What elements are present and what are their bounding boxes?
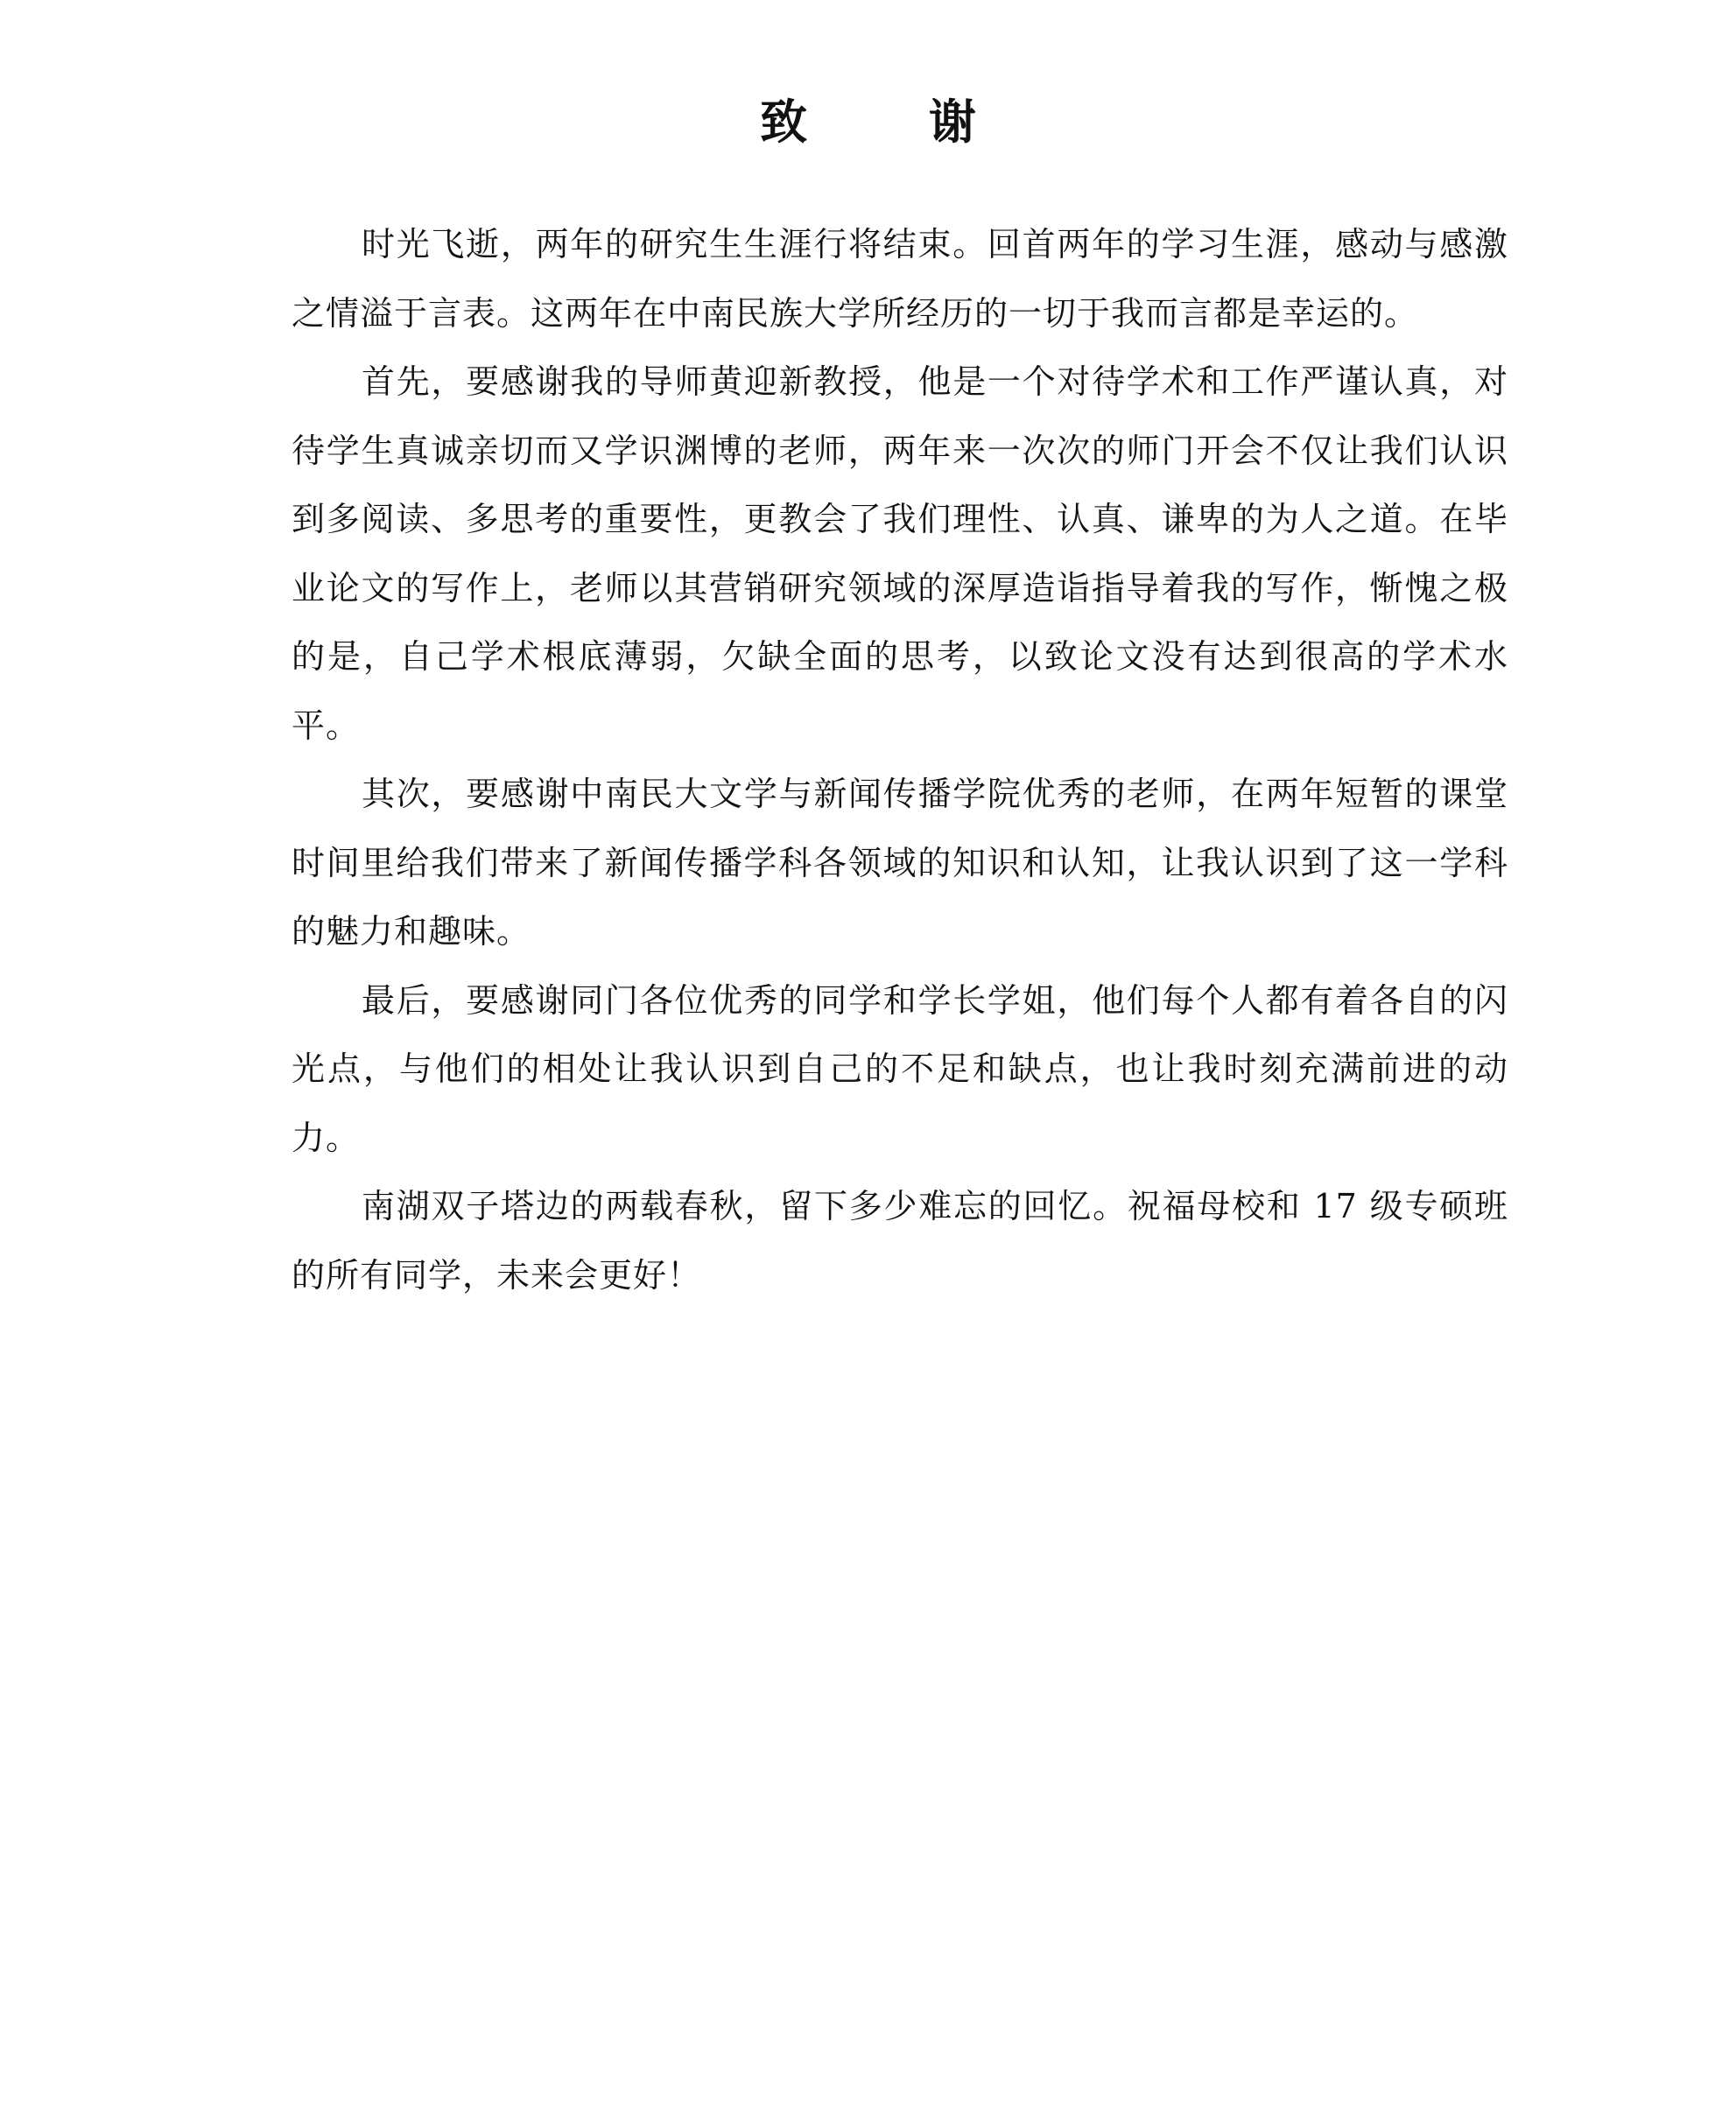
document-body [292,210,1508,1309]
paragraph-2: 首先，要感谢我的导师黄迎新教授，他是一个对待学术和工作严谨认真，对待学生真诚亲切而又学识渊博的老师，两年来一次次的师门开会不仅让我们认识到多阅读、多思考的重要性，更教会了我们理性、认真、谦卑的为人之道。在毕业论文的写作上，老师以其营销研究领域的深厚造诣指导着我的写作，惭愧之极的是，自己学术根底薄弱，欠缺全面的思考，以致论文没有达到很高的学术水平。 [292,362,1508,745]
paragraph-5: 南湖双子塔边的两载春秋，留下多少难忘的回忆。祝福母校和 17 级专硕班的所有同学，未来会更好！ [292,1187,1508,1295]
page-title: 致 谢 [760,95,1029,150]
paragraph-3: 其次，要感谢中南民大文学与新闻传播学院优秀的老师，在两年短暂的课堂时间里给我们带来了新闻传播学科各领域的知识和认知，让我认识到了这一学科的魅力和趣味。 [292,775,1508,951]
paragraph-4: 最后，要感谢同门各位优秀的同学和学长学姐，他们每个人都有着各自的闪光点，与他们的相处让我认识到自己的不足和缺点，也让我时刻充满前进的动力。 [292,980,1508,1157]
paragraph-1: 时光飞逝，两年的研究生生涯行将结束。回首两年的学习生涯，感动与感激之情溢于言表。这两年在中南民族大学所经历的一切于我而言都是幸运的。 [292,225,1508,333]
